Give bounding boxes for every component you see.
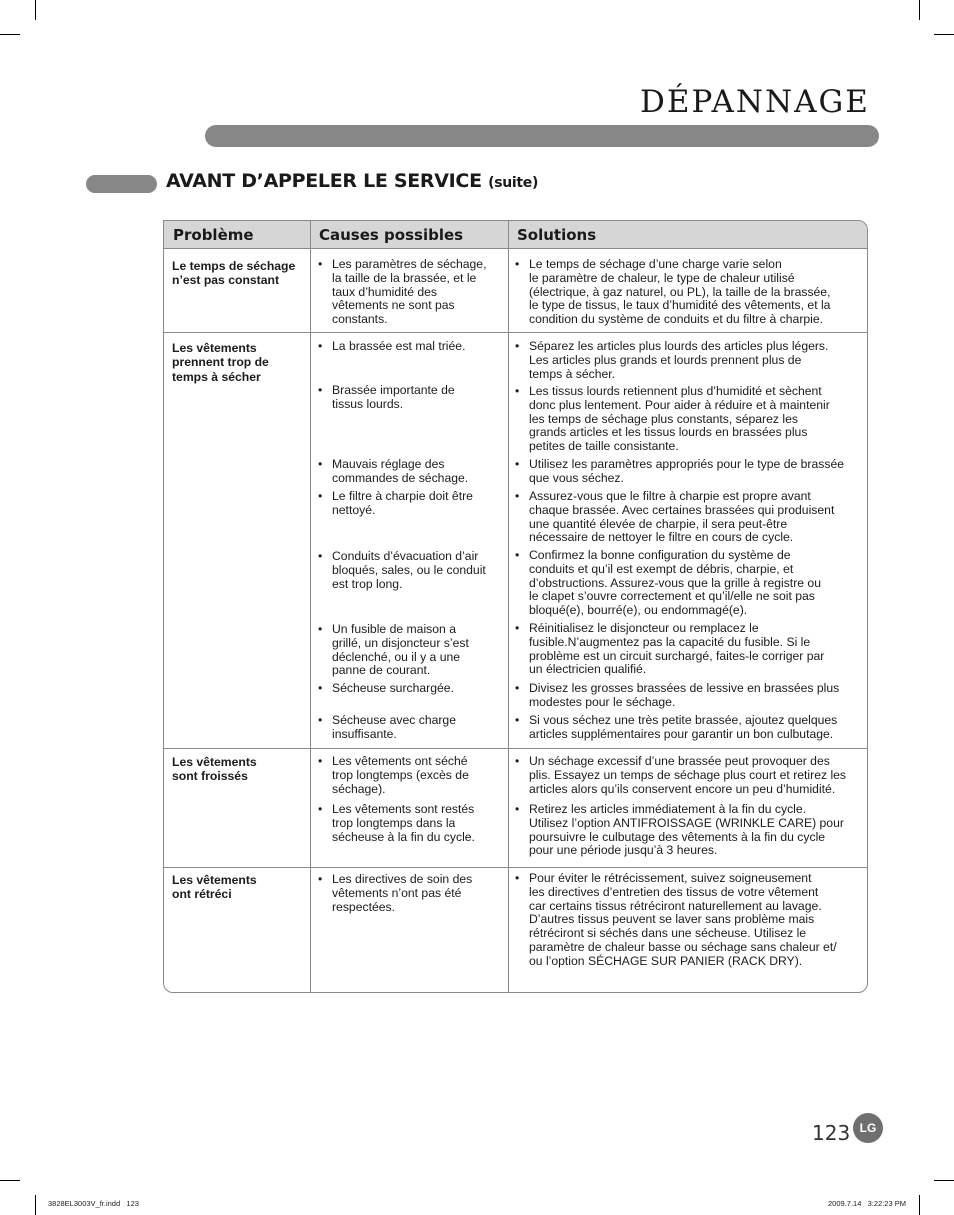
crop-mark [934, 1180, 954, 1181]
footer-timestamp: 2009.7.14 3:22:23 PM [828, 1199, 906, 1208]
solution-item: • Le temps de séchage d’une charge varie selon le paramètre de chaleur, le type de chaleur utilisé (électrique, à gaz naturel, ou PL), la taille de la brassée, le type de tissus, le taux d’humidité des vêtements, et la condition du système de conduits et du filtre à charpie. [515, 257, 831, 327]
cause-item: • Conduits d’évacuation d’air bloqués, sales, ou le conduit est trop long. [318, 549, 486, 591]
cause-item: • Un fusible de maison a grillé, un disjoncteur s’est déclenché, ou il y a une panne de courant. [318, 622, 469, 678]
cause-item: • Les paramètres de séchage, la taille de la brassée, et le taux d’humidité des vêtements ne sont pas constants. [318, 257, 487, 327]
solution-item: • Confirmez la bonne configuration du système de conduits et qu’il est exempt de débris, charpie, et d’obstructions. Assurez-vous que la grille à registre ou le clapet s’ouvre correctement et qu’il/elle ne soit pas bloqué(e), bourré(e), ou endommagé(e). [515, 548, 821, 618]
cause-item: • Les directives de soin des vêtements n’ont pas été respectées. [318, 872, 473, 914]
crop-mark [35, 0, 36, 20]
row-divider [164, 748, 867, 749]
problem-text: Les vêtements ont rétréci [172, 873, 257, 902]
cause-item: • Brassée importante de tissus lourds. [318, 383, 455, 411]
solution-item: • Si vous séchez une très petite brassée, ajoutez quelques articles supplémentaires pour garantir un bon culbutage. [515, 713, 838, 741]
cause-item: • Mauvais réglage des commandes de séchage. [318, 457, 469, 485]
footer-file-info: 3828EL3003V_fr.indd 123 [48, 1199, 139, 1208]
lg-logo [853, 1113, 883, 1143]
solution-item: • Assurez-vous que le filtre à charpie est propre avant chaque brassée. Avec certaines brassées qui produisent une quantité élevée de charpie, il sera peut-être nécessaire de nettoyer le filtre en cours de cycle. [515, 489, 835, 545]
solution-item: • Réinitialisez le disjoncteur ou remplacez le fusible.N’augmentez pas la capacité du fusible. Si le problème est un circuit surchargé, faites-le corriger par un électricien qualifié. [515, 621, 825, 677]
solution-item: • Les tissus lourds retiennent plus d’humidité et sèchent donc plus lentement. Pour aider à réduire et à maintenir les temps de séchage plus constants, séparez les grands articles et les tissus lourds en brassées plus petites de taille consistante. [515, 384, 830, 454]
cause-item: • La brassée est mal triée. [318, 339, 466, 353]
crop-mark [919, 0, 920, 20]
page-number: 123 [812, 1121, 851, 1145]
crop-mark [919, 1195, 920, 1215]
troubleshooting-table [163, 220, 868, 993]
section-title-suffix: (suite) [488, 175, 539, 191]
solution-item: • Divisez les grosses brassées de lessive en brassées plus modestes pour le séchage. [515, 681, 840, 709]
crop-mark [35, 1195, 36, 1215]
title-bar [205, 125, 879, 147]
section-title [166, 170, 538, 192]
page-title: DÉPANNAGE [640, 84, 870, 120]
section-pill [86, 175, 157, 193]
header-problem: Problème [173, 226, 254, 244]
cause-item: • Sécheuse avec charge insuffisante. [318, 713, 456, 741]
cause-item: • Sécheuse surchargée. [318, 681, 454, 695]
header-causes: Causes possibles [319, 226, 464, 244]
crop-mark [0, 34, 20, 35]
solution-item: • Un séchage excessif d’une brassée peut provoquer des plis. Essayez un temps de séchage plus court et retirez les articles alors qu’ils conservent encore un peu d’humidité. [515, 754, 847, 796]
cause-item: • Les vêtements ont séché trop longtemps (excès de séchage). [318, 754, 469, 796]
lg-logo-text: LG [859, 1121, 877, 1135]
solution-item: • Séparez les articles plus lourds des articles plus légers. Les articles plus grands et lourds prennent plus de temps à sécher. [515, 339, 829, 381]
column-divider [508, 221, 509, 992]
cause-item: • Le filtre à charpie doit être nettoyé. [318, 489, 473, 517]
problem-text: Les vêtements prennent trop de temps à sécher [172, 341, 269, 384]
section-title-text: AVANT D’APPELER LE SERVICE [166, 170, 482, 192]
cause-item: • Les vêtements sont restés trop longtemps dans la sécheuse à la fin du cycle. [318, 802, 475, 844]
solution-item: • Pour éviter le rétrécissement, suivez soigneusement les directives d’entretien des tissus de votre vêtement car certains tissus rétréciront naturellement au lavage. D’autres tissus peuvent se laver sans problème mais rétréciront si séchés dans une sécheuse. Utilisez le paramètre de chaleur basse ou séchage sans chaleur et/ ou l’option SÉCHAGE SUR PANIER (RACK DRY). [515, 871, 837, 968]
solution-item: • Utilisez les paramètres appropriés pour le type de brassée que vous séchez. [515, 457, 845, 485]
column-divider [310, 221, 311, 992]
solution-item: • Retirez les articles immédiatement à la fin du cycle. Utilisez l’option ANTIFROISSAGE (WRINKLE CARE) pour poursuivre le culbutage des vêtements à la fin du cycle pour une période jusqu’à 3 heures. [515, 802, 844, 858]
crop-mark [934, 34, 954, 35]
problem-text: Les vêtements sont froissés [172, 755, 257, 784]
table-header [164, 221, 867, 249]
row-divider [164, 867, 867, 868]
row-divider [164, 332, 867, 333]
header-solutions: Solutions [517, 226, 597, 244]
crop-mark [0, 1180, 20, 1181]
problem-text: Le temps de séchage n’est pas constant [172, 259, 296, 288]
